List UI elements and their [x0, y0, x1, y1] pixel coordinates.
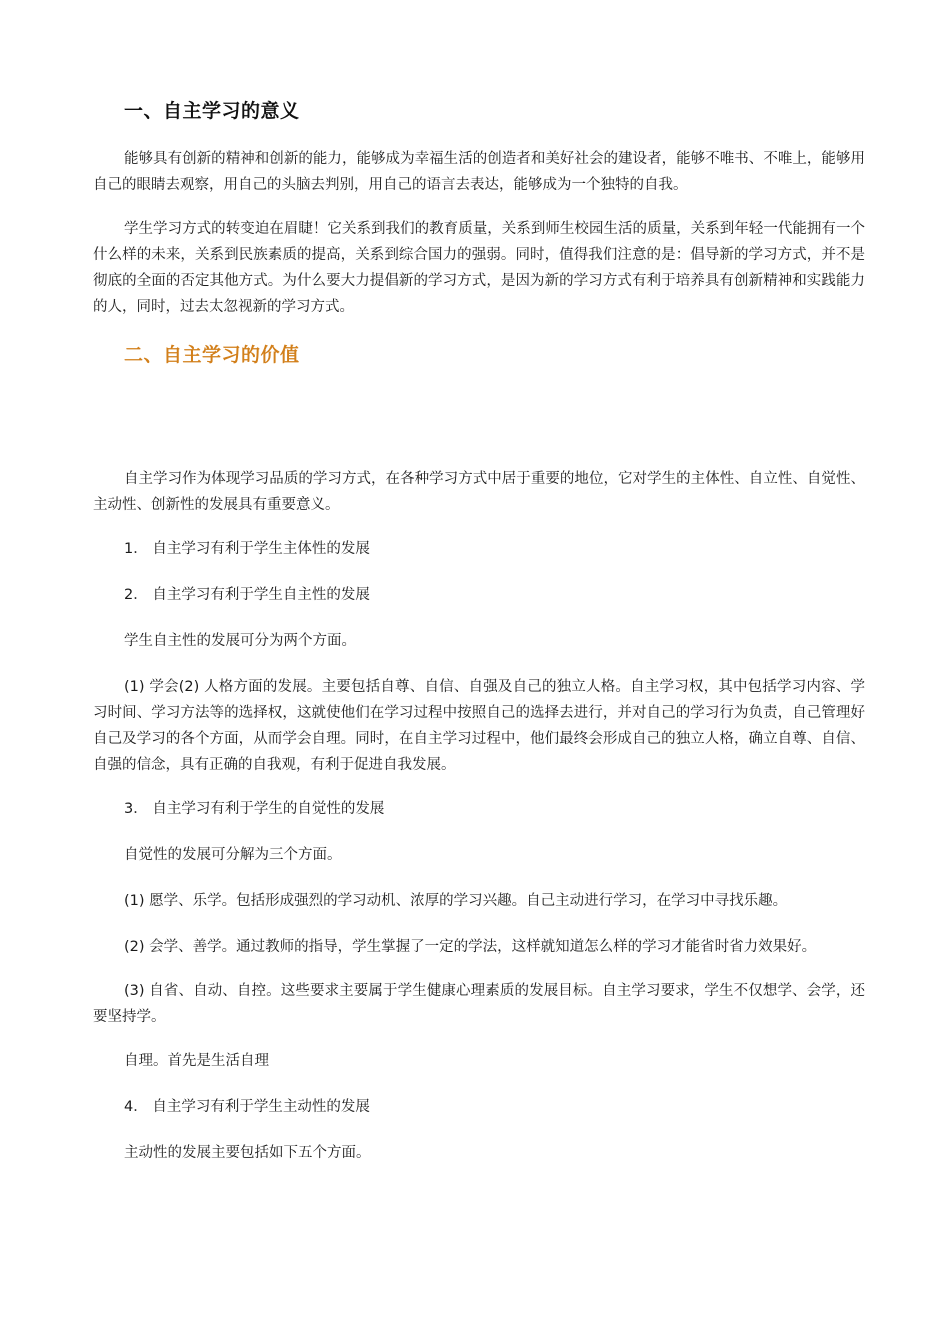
- paragraph: 能够具有创新的精神和创新的能力，能够成为幸福生活的创造者和美好社会的建设者，能够不唯书、不唯上，能够用自己的眼睛去观察，用自己的头脑去判别，用自己的语言去表达，能够成为一个独特的自我。: [93, 151, 865, 193]
- paragraph: (1) 学会(2) 人格方面的发展。主要包括自尊、自信、自强及自己的独立人格。自主学习权，其中包括学习内容、学习时间、学习方法等的选择权，这就使他们在学习过程中按照自己的选择去进行，并对自己的学习行为负责，自己管理好自己及学习的各个方面，从而学会自理。同时，在自主学习过程中，他们最终会形成自己的独立人格，确立自尊、自信、自强的信念，具有正确的自我观，有利于促进自我发展。: [93, 679, 865, 773]
- paragraph: (1) 愿学、乐学。包括形成强烈的学习动机、浓厚的学习兴趣。自己主动进行学习，在学习中寻找乐趣。: [124, 893, 788, 909]
- paragraph: (3) 自省、自动、自控。这些要求主要属于学生健康心理素质的发展目标。自主学习要求，学生不仅想学、会学，还要坚持学。: [93, 983, 865, 1025]
- numbered-item: 3． 自主学习有利于学生的自觉性的发展: [124, 801, 385, 817]
- numbered-item: 1． 自主学习有利于学生主体性的发展: [124, 541, 370, 557]
- paragraph: 学生学习方式的转变迫在眉睫！它关系到我们的教育质量，关系到师生校园生活的质量，关系到年轻一代能拥有一个什么样的未来，关系到民族素质的提高，关系到综合国力的强弱。同时，值得我们注意的是：倡导新的学习方式，并不是彻底的全面的否定其他方式。为什么要大力提倡新的学习方式，是因为新的学习方式有利于培养具有创新精神和实践能力的人，同时，过去太忽视新的学习方式。: [93, 221, 865, 315]
- numbered-item: 2． 自主学习有利于学生自主性的发展: [124, 587, 370, 603]
- numbered-item: 4． 自主学习有利于学生主动性的发展: [124, 1099, 370, 1115]
- paragraph: 自主学习作为体现学习品质的学习方式，在各种学习方式中居于重要的地位，它对学生的主体性、自立性、自觉性、主动性、创新性的发展具有重要意义。: [93, 471, 865, 513]
- paragraph: 主动性的发展主要包括如下五个方面。: [124, 1145, 371, 1161]
- paragraph: (2) 会学、善学。通过教师的指导，学生掌握了一定的学法，这样就知道怎么样的学习才能省时省力效果好。: [124, 939, 817, 955]
- paragraph: 学生自主性的发展可分为两个方面。: [124, 633, 356, 649]
- paragraph: 自理。首先是生活自理: [124, 1053, 269, 1069]
- paragraph: 自觉性的发展可分解为三个方面。: [124, 847, 342, 863]
- section-heading-meaning: 一、自主学习的意义: [124, 100, 300, 122]
- section-heading-value: 二、自主学习的价值: [124, 344, 300, 366]
- document-page: [93, 96, 865, 1186]
